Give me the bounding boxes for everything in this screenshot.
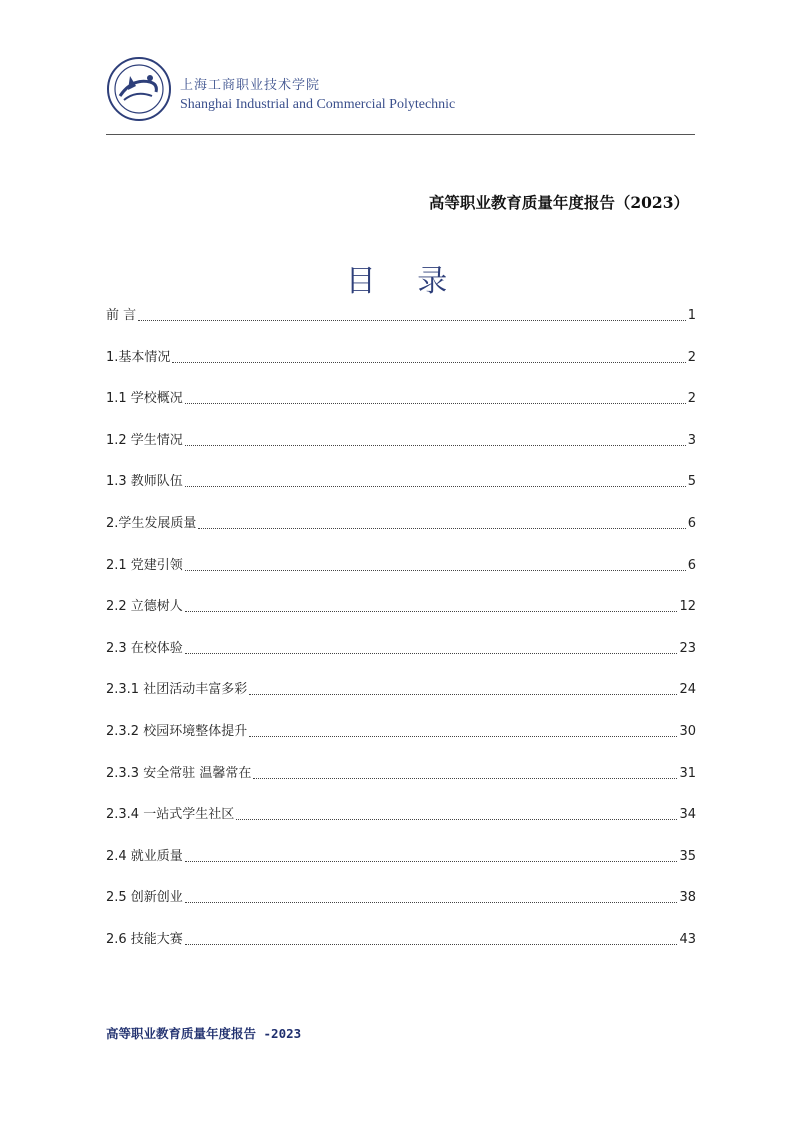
toc-entry-page: 12 [679, 599, 696, 615]
toc-entry-label: 1.2 学生情况 [106, 432, 183, 448]
toc-entry-label: 2.3.2 校园环境整体提升 [106, 723, 248, 739]
toc-entry-page: 2 [687, 349, 696, 365]
toc-entry[interactable] [106, 326, 696, 368]
toc-entry-page: 6 [687, 557, 696, 573]
toc-entry[interactable] [106, 867, 696, 909]
toc-entry-label: 2.6 技能大赛 [106, 931, 183, 947]
page-footer: 高等职业教育质量年度报告 -2023 [106, 1026, 302, 1041]
toc-entry-page: 6 [687, 515, 696, 531]
toc-leader-dots [185, 611, 678, 612]
toc-entry-label: 1.1 学校概况 [106, 391, 183, 407]
toc-leader-dots [185, 902, 678, 903]
toc-entry-label: 1.3 教师队伍 [106, 474, 183, 490]
toc-leader-dots [185, 653, 678, 654]
toc-entry-label: 2.2 立德树人 [106, 599, 183, 615]
toc-title: 目 录 [345, 264, 464, 299]
toc-entry-page: 31 [679, 765, 696, 781]
toc-entry-page: 35 [679, 848, 696, 864]
toc-entry-label: 1.基本情况 [106, 349, 171, 365]
toc-leader-dots [249, 736, 677, 737]
toc-leader-dots [249, 694, 677, 695]
report-title: 高等职业教育质量年度报告（2023） [428, 193, 689, 212]
toc-entry-page: 38 [679, 890, 696, 906]
toc-entry-label: 2.4 就业质量 [106, 848, 183, 864]
toc-entry[interactable] [106, 409, 696, 451]
toc-entry[interactable] [106, 534, 696, 576]
toc-entry-page: 34 [679, 807, 696, 823]
toc-entry-label: 2.3.1 社团活动丰富多彩 [106, 682, 248, 698]
toc-leader-dots [185, 944, 678, 945]
school-name-en: Shanghai Industrial and Commercial Polytechnic [180, 97, 456, 112]
toc-leader-dots [172, 362, 685, 363]
toc-entry-label: 2.3.4 一站式学生社区 [106, 807, 235, 823]
toc-entry-label: 2.3.3 安全常驻 温馨常在 [106, 765, 252, 781]
toc-entry[interactable] [106, 576, 696, 618]
toc-entry[interactable] [106, 305, 696, 326]
toc-entry-page: 1 [687, 308, 696, 323]
toc-entry-label: 2.3 在校体验 [106, 640, 183, 656]
toc-leader-dots [185, 486, 686, 487]
school-name-cn: 上海工商职业技术学院 [180, 78, 321, 93]
toc-leader-dots [198, 528, 685, 529]
toc-entry-page: 23 [679, 640, 696, 656]
toc-entry-label: 2.学生发展质量 [106, 515, 197, 531]
toc-entry[interactable] [106, 659, 696, 701]
school-emblem-icon [106, 56, 172, 122]
toc-entry-label: 2.5 创新创业 [106, 890, 183, 906]
toc-entry[interactable] [106, 451, 696, 493]
toc-leader-dots [185, 445, 686, 446]
toc-entry-page: 43 [679, 931, 696, 947]
page-header [106, 56, 696, 136]
toc-entry[interactable] [106, 700, 696, 742]
header-divider [106, 134, 695, 135]
toc-leader-dots [185, 570, 686, 571]
toc-entry-page: 2 [687, 391, 696, 407]
toc-entry[interactable] [106, 742, 696, 784]
toc-entry[interactable] [106, 492, 696, 534]
toc-entry-page: 30 [679, 723, 696, 739]
toc-entry-page: 5 [687, 474, 696, 490]
toc-entry-page: 24 [679, 682, 696, 698]
toc-leader-dots [185, 403, 686, 404]
toc-entry[interactable] [106, 825, 696, 867]
toc-leader-dots [185, 861, 678, 862]
toc-entry[interactable] [106, 784, 696, 826]
toc-entry[interactable] [106, 368, 696, 410]
toc-entry[interactable] [106, 908, 696, 950]
toc-entry-label: 2.1 党建引领 [106, 557, 183, 573]
toc-leader-dots [236, 819, 677, 820]
toc-entry[interactable] [106, 617, 696, 659]
toc-entry-page: 3 [687, 432, 696, 448]
table-of-contents [106, 305, 696, 950]
toc-leader-dots [253, 778, 677, 779]
toc-entry-label: 前 言 [106, 308, 137, 323]
toc-leader-dots [138, 320, 686, 321]
